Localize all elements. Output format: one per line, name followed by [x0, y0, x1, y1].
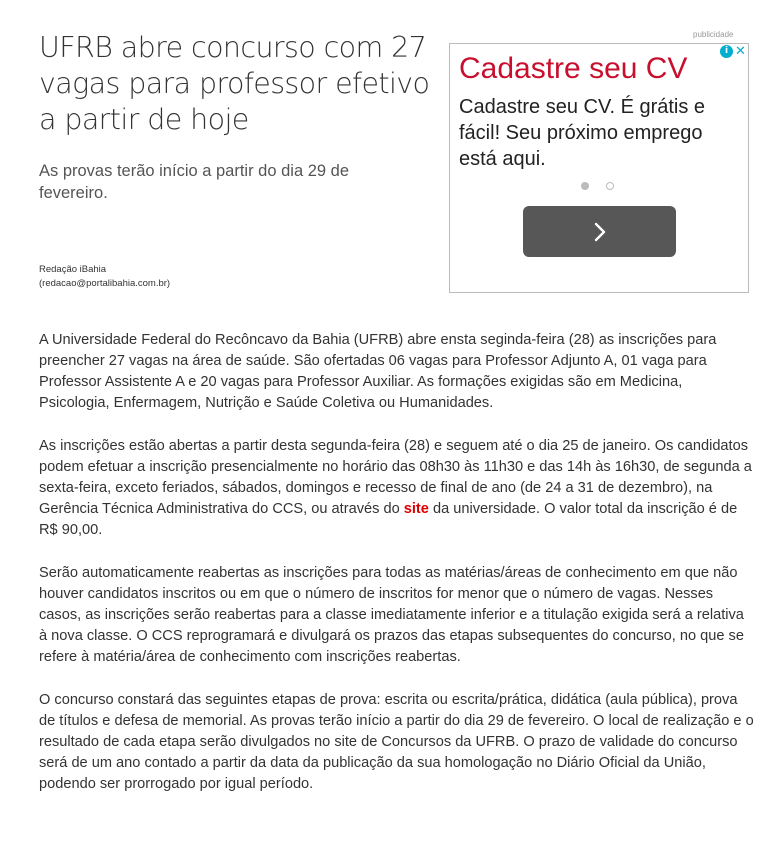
info-icon[interactable]: i: [720, 45, 733, 58]
article-body: [39, 330, 754, 817]
ad-body-text[interactable]: Cadastre seu CV. É grátis e fácil! Seu próximo emprego está aqui.: [459, 96, 706, 170]
close-icon[interactable]: ✕: [735, 44, 746, 59]
article-paragraph: [39, 436, 754, 541]
article-headline: UFRB abre concurso com 27 vagas para professor efetivo a partir de hoje: [39, 31, 430, 136]
article-paragraph: Serão automaticamente reabertas as inscrições para todas as matérias/áreas de conhecimento em que não houver candidatos inscritos ou em que o número de inscritos for menor que o número de vagas. Nesses casos, as inscrições serão reabertas para a classe imediatamente inferior e a titulação exigida será a relativa à nova classe. O CCS reprogramará e divulgará os prazos das etapas subsequentes do concurso, no que se refere à matéria/área de conhecimento com inscrições reabertas.: [39, 565, 744, 665]
article-subtitle: As provas terão início a partir do dia 29 de fevereiro.: [39, 162, 350, 202]
ad-title[interactable]: Cadastre seu CV: [459, 52, 688, 85]
carousel-dot[interactable]: [606, 182, 614, 190]
ad-banner[interactable]: [449, 43, 749, 293]
ad-label: publicidade: [693, 30, 734, 39]
paragraph-text: As inscrições estão abertas a partir desta segunda-feira (28) e seguem até o dia 25 de janeiro. Os candidatos podem efetuar a inscrição presencialmente no horário das 08h30 às 11h30 e das 14h às 16h30, de segunda a sexta-feira, exceto feriados, sábados, domingos e recesso de final de ano (de 24 a 31 de dezembro), na Gerência Técnica Administrativa do CCS, ou através do: [39, 438, 752, 517]
ad-choices-badge[interactable]: [720, 44, 748, 59]
author-block: [39, 263, 170, 291]
author-name: Redação iBahia: [39, 264, 107, 275]
carousel-indicator: [581, 182, 614, 190]
article-paragraph: A Universidade Federal do Recôncavo da Bahia (UFRB) abre ensta seginda-feira (28) as inscrições para preencher 27 vagas na área de saúde. São ofertadas 06 vagas para Professor Adjunto A, 01 vaga para Professor Assistente A e 20 vagas para Professor Auxiliar. As formações exigidas são em Medicina, Psicologia, Enfermagem, Nutrição e Saúde Coletiva ou Humanidades.: [39, 332, 717, 411]
paragraph-text: da universidade. O valor total da inscrição é de R$ 90,00.: [39, 501, 738, 538]
ad-next-button[interactable]: [523, 206, 676, 257]
carousel-dot-active[interactable]: [581, 182, 589, 190]
chevron-right-icon: [592, 221, 608, 243]
site-link[interactable]: site: [403, 501, 429, 517]
article-paragraph: O concurso constará das seguintes etapas de prova: escrita ou escrita/prática, didática (aula pública), prova de títulos e defesa de memorial. As provas terão início a partir do dia 29 de fevereiro. O local de realização e o resultado de cada etapa serão divulgados no site de Concursos da UFRB. O prazo de validade do concurso será de um ano contado a partir da data da publicação da sua homologação no Diário Oficial da União, podendo ser prorrogado por igual período.: [39, 692, 754, 792]
author-email: (redacao@portalibahia.com.br): [39, 278, 171, 289]
